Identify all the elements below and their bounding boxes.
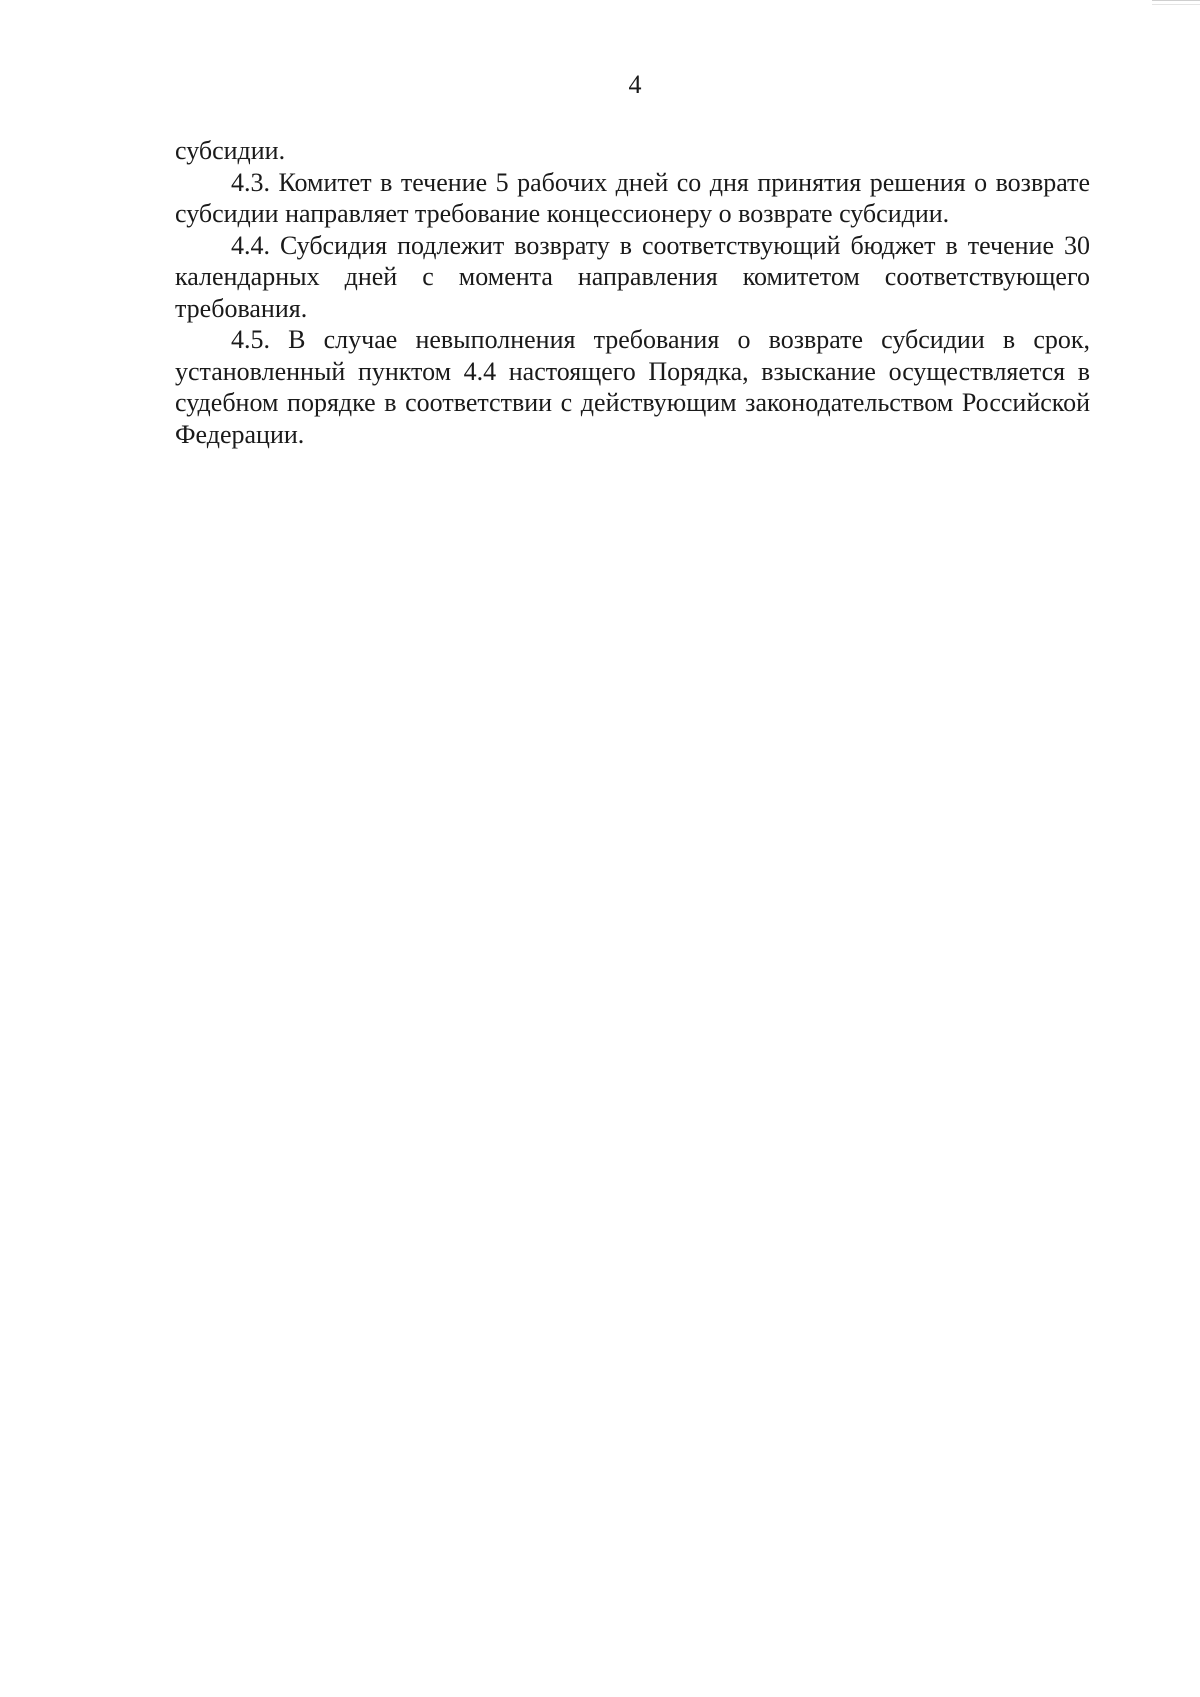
paragraph-4-5: 4.5. В случае невыполнения требования о возврате субсидии в срок, установленный пунктом 4.4 настоящего Порядка, взыскание осуществляется в судебном порядке в соответствии с действующим законодательством Российской Федерации. (175, 325, 1090, 449)
paragraph-4-4: 4.4. Субсидия подлежит возврату в соответствующий бюджет в течение 30 календарных дней с момента направления комитетом соответствующего требования. (175, 230, 1090, 323)
paragraph-continuation: субсидии. (175, 136, 286, 165)
scan-edge-mark (1152, 0, 1200, 5)
page-number: 4 (628, 70, 642, 99)
paragraph-4-3: 4.3. Комитет в течение 5 рабочих дней со дня принятия решения о возврате субсидии направляет требование концессионеру о возврате субсидии. (175, 167, 1090, 228)
document-body (175, 135, 1090, 450)
